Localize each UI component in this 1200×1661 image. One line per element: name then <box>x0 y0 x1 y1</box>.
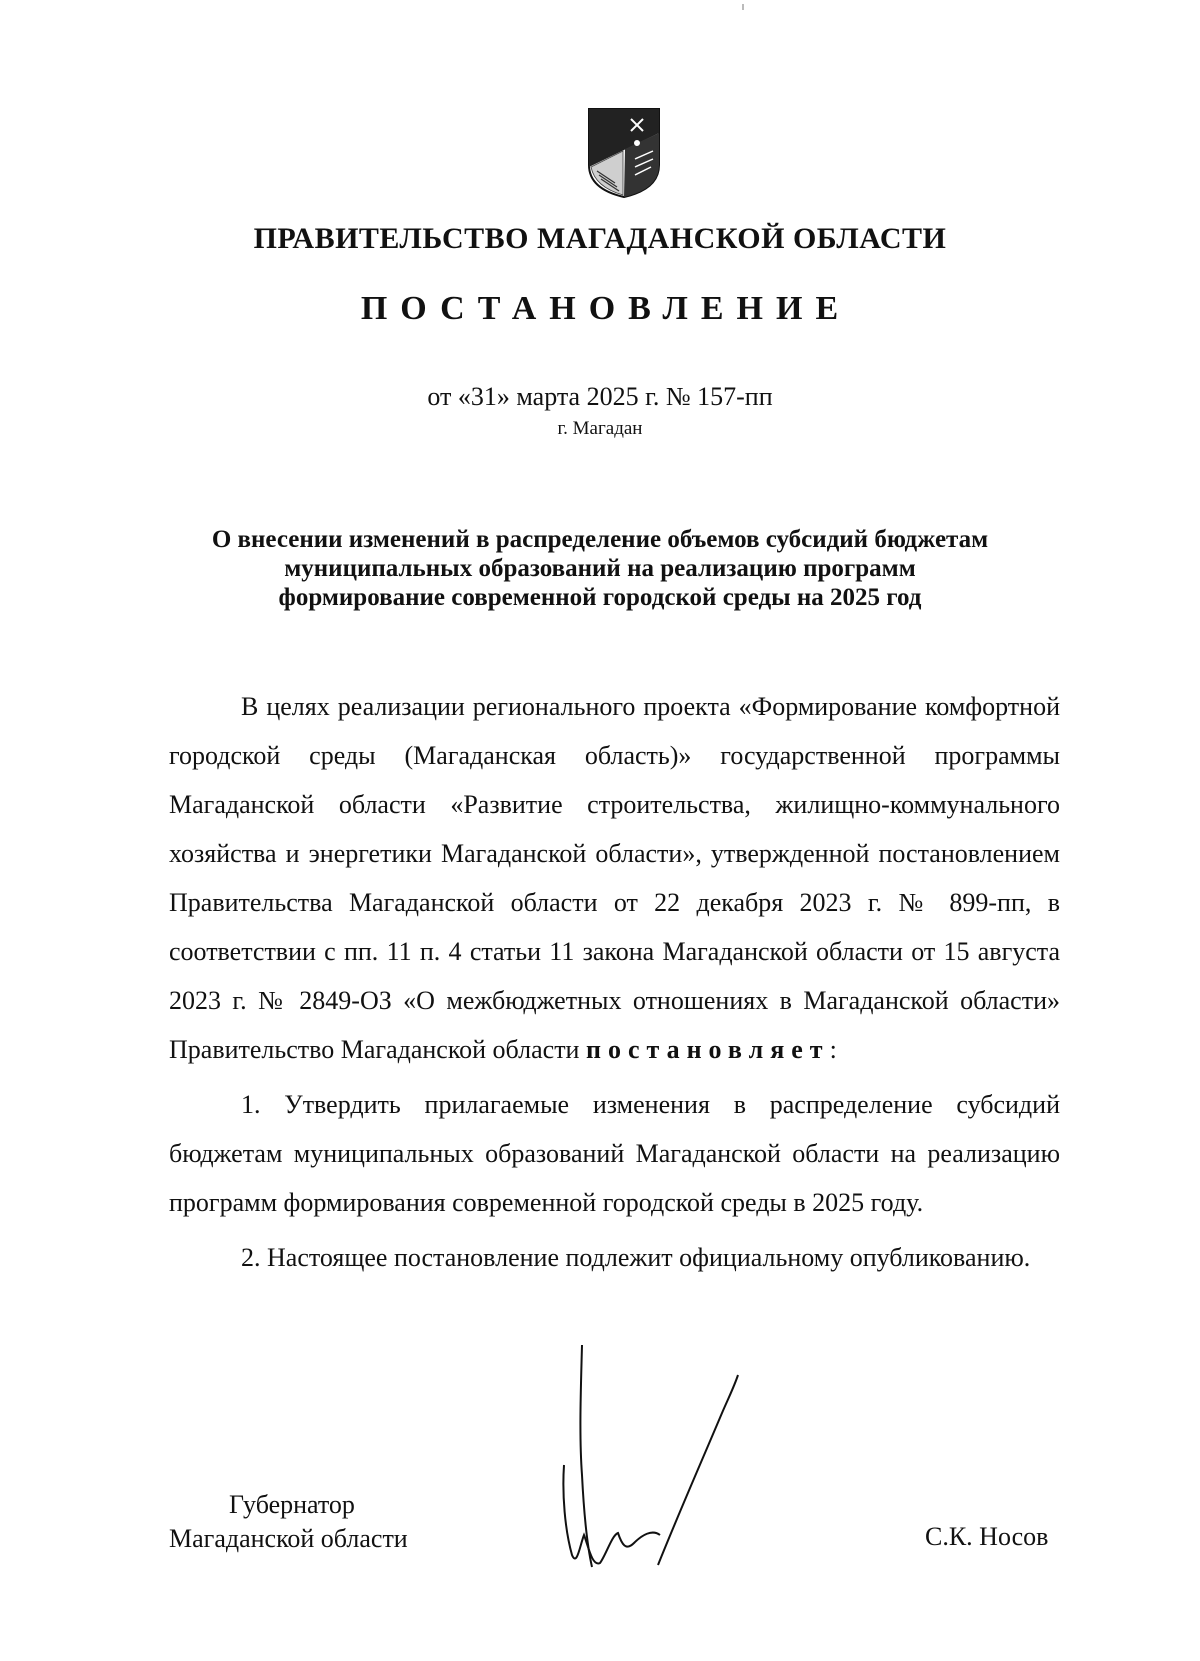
preamble-text: В целях реализации регионального проекта «Формирование комфортной городской среды (Магаданская область)» государственной программы Магаданской области «Развитие строительства, жилищно-коммунального хозяйства и энергетики Магаданской области», утвержденной постановлением Правительства Магаданской области от 22 декабря 2023 г. № 899-пп, в соответствии с пп. 11 п. 4 статьи 11 закона Магаданской области от 15 августа 2023 г. № 2849-ОЗ «О межбюджетных отношениях в Магаданской области» Правительство Магаданской области <box>169 692 1060 1064</box>
document-body <box>169 682 1060 1288</box>
subject-line: О внесении изменений в распределение объемов субсидий бюджетам <box>211 526 989 553</box>
signer-position-line: Губернатор <box>229 1490 355 1519</box>
subject-line: муниципальных образований на реализацию программ <box>284 555 916 582</box>
scan-mark <box>742 4 744 10</box>
signer-position <box>169 1488 408 1556</box>
resolves-word: постановляет <box>585 1035 830 1064</box>
item-paragraph: 1. Утвердить прилагаемые изменения в распределение субсидий бюджетам муниципальных образований Магаданской области на реализацию программ формирования современной городской среды в 2025 году. <box>169 1090 1060 1217</box>
item-paragraph: 2. Настоящее постановление подлежит официальному опубликованию. <box>241 1243 1031 1272</box>
document-city: г. Магадан <box>557 418 643 439</box>
subject-line: формирование современной городской среды на 2025 год <box>278 584 922 611</box>
handwritten-signature <box>560 1345 760 1575</box>
organization-title: ПРАВИТЕЛЬСТВО МАГАДАНСКОЙ ОБЛАСТИ <box>253 222 947 255</box>
resolves-colon: : <box>829 1035 837 1064</box>
document-date-number: от «31» марта 2025 г. № 157-пп <box>427 382 773 411</box>
preamble-paragraph <box>169 682 1060 1074</box>
document-subject <box>150 525 1050 612</box>
document-type: ПОСТАНОВЛЕНИЕ <box>360 290 852 327</box>
signer-position-line: Магаданской области <box>169 1524 408 1553</box>
signer-name: С.К. Носов <box>925 1522 1049 1551</box>
coat-of-arms-icon <box>585 105 663 199</box>
